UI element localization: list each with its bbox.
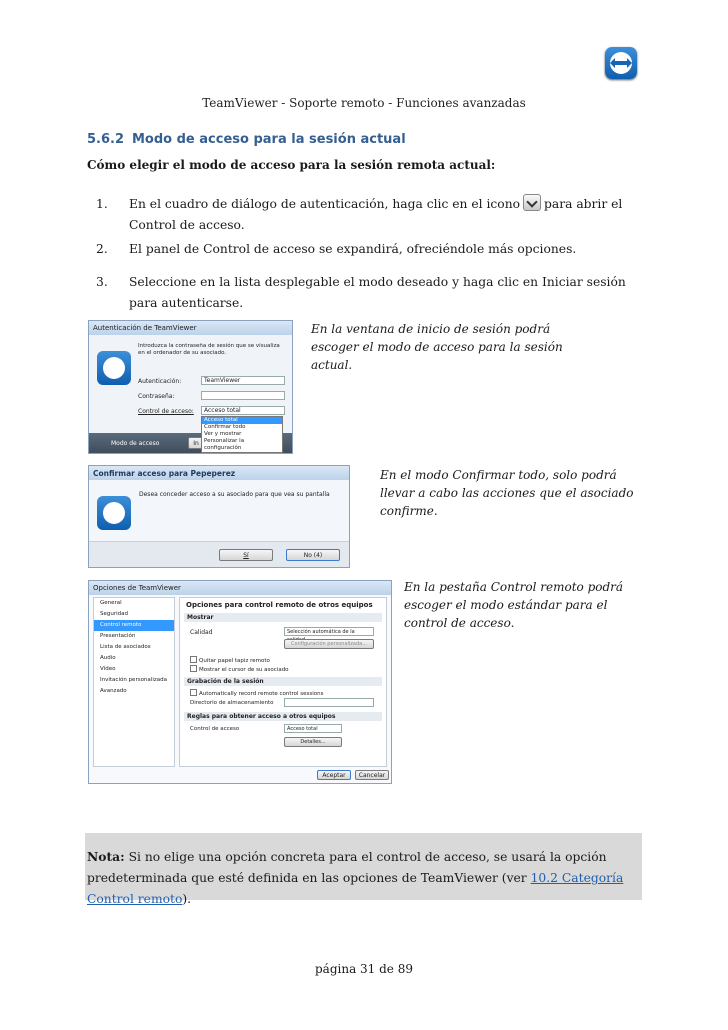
nav-item[interactable]: General <box>100 600 122 606</box>
teamviewer-logo-icon <box>605 47 637 79</box>
options-nav <box>93 597 175 767</box>
dialog-title: Opciones de TeamViewer <box>89 581 391 595</box>
step-text: El panel de Control de acceso se expandirá, ofreciéndole más opciones. <box>129 242 577 256</box>
remove-wallpaper-checkbox[interactable]: Quitar papel tapiz remoto <box>190 656 270 664</box>
dir-field[interactable] <box>284 698 374 707</box>
no-button[interactable]: No (4) <box>286 549 340 561</box>
step-number: 3. <box>96 275 108 289</box>
teamviewer-icon <box>97 351 131 385</box>
details-button[interactable]: Detalles... <box>284 737 342 747</box>
auth-label: Autenticación: <box>138 378 182 385</box>
options-dialog-screenshot <box>88 580 392 784</box>
access-select[interactable]: Acceso total <box>201 406 285 415</box>
auth-select[interactable]: TeamViewer <box>201 376 285 385</box>
group-header: Grabación de la sesión <box>184 677 382 686</box>
chevron-down-icon <box>523 194 541 211</box>
ok-button[interactable]: Aceptar <box>317 770 351 780</box>
lead-text: Cómo elegir el modo de acceso para la sesión remota actual: <box>87 158 496 172</box>
dialog-footer <box>89 541 349 567</box>
page-header: TeamViewer - Soporte remoto - Funciones avanzadas <box>202 96 526 110</box>
options-panel <box>179 597 387 767</box>
step-number: 1. <box>96 197 108 211</box>
dialog-title: Confirmar acceso para Pepeperez <box>89 466 349 480</box>
nav-item-remote-control[interactable]: Control remoto <box>94 620 174 631</box>
access-mode-toggle[interactable]: Modo de acceso <box>111 440 160 447</box>
menu-item[interactable]: Ver y mostrar <box>204 431 242 437</box>
authentication-dialog-screenshot <box>88 320 293 454</box>
menu-item[interactable]: Acceso total <box>202 417 282 424</box>
note-text: Nota: Si no elige una opción concreta para el control de acceso, se usará la opción predeterminada que esté definida en las opciones de TeamViewer (ver 10.2 Categoría Control remoto). <box>87 849 624 906</box>
nav-item[interactable]: Avanzado <box>100 688 127 694</box>
section-number: 5.6.2 <box>87 132 125 147</box>
access-control-label: Control de acceso <box>190 726 240 732</box>
step-2 <box>96 239 656 261</box>
section-heading <box>87 132 406 147</box>
note-box <box>85 833 642 906</box>
note-label: Nota: <box>87 849 125 864</box>
menu-item[interactable]: Confirmar todo <box>204 424 246 430</box>
dialog-message: Desea conceder acceso a su asociado para que vea su pantalla <box>139 491 330 498</box>
step-text: Seleccione en la lista desplegable el modo deseado y haga clic en Iniciar sesión para autenticarse. <box>129 275 626 310</box>
menu-item[interactable]: Personalizar la configuración <box>204 438 245 451</box>
nav-item[interactable]: Invitación personalizada <box>100 677 167 683</box>
dialog-message: Introduzca la contraseña de sesión que se visualiza en el ordenador de su asociado. <box>138 343 280 356</box>
show-cursor-checkbox[interactable]: Mostrar el cursor de su asociado <box>190 665 289 673</box>
custom-settings-button[interactable]: Configuración personalizada... <box>284 639 374 649</box>
cancel-button[interactable]: Cancelar <box>355 770 389 780</box>
record-sessions-checkbox[interactable]: Automatically record remote control sessions <box>190 689 324 697</box>
step-text: En el cuadro de diálogo de autenticación, haga clic en el icono para abrir el Control de acceso. <box>129 194 649 236</box>
yes-button[interactable]: Sí <box>219 549 273 561</box>
nav-item[interactable]: Seguridad <box>100 611 128 617</box>
access-control-select[interactable]: Acceso total <box>284 724 342 733</box>
access-dropdown-menu <box>201 416 283 453</box>
nav-item[interactable]: Vídeo <box>100 666 116 672</box>
nav-item[interactable]: Lista de asociados <box>100 644 151 650</box>
caption-1: En la ventana de inicio de sesión podrá escoger el modo de acceso para la sesión actual. <box>311 322 563 372</box>
step-1 <box>96 194 656 238</box>
password-field[interactable] <box>201 391 285 400</box>
login-button[interactable]: In <box>188 437 204 449</box>
caption-2: En el modo Confirmar todo, solo podrá llevar a cabo las acciones que el asociado confirme. <box>380 468 634 518</box>
dir-label: Directorio de almacenamiento <box>190 700 274 706</box>
category-link[interactable]: 10.2 Categoría Control remoto <box>87 871 624 906</box>
step-number: 2. <box>96 242 108 256</box>
group-header: Reglas para obtener acceso a otros equipos <box>184 712 382 721</box>
step-3 <box>96 272 656 316</box>
caption-3: En la pestaña Control remoto podrá escoger el modo estándar para el control de acceso. <box>404 580 624 630</box>
password-label: Contraseña: <box>138 393 175 400</box>
quality-label: Calidad <box>190 629 213 636</box>
teamviewer-icon <box>97 496 131 530</box>
dialog-title: Autenticación de TeamViewer <box>89 321 292 335</box>
section-title: Modo de acceso para la sesión actual <box>132 132 406 147</box>
quality-select[interactable]: Selección automática de la <box>284 627 374 636</box>
access-label: Control de acceso: <box>138 408 194 415</box>
confirm-access-screenshot <box>88 465 350 568</box>
nav-item[interactable]: Presentación <box>100 633 136 639</box>
nav-item[interactable]: Audio <box>100 655 116 661</box>
page-number: página 31 de 89 <box>314 962 413 976</box>
panel-title: Opciones para control remoto de otros equipos <box>186 601 373 609</box>
group-header: Mostrar <box>184 613 382 622</box>
